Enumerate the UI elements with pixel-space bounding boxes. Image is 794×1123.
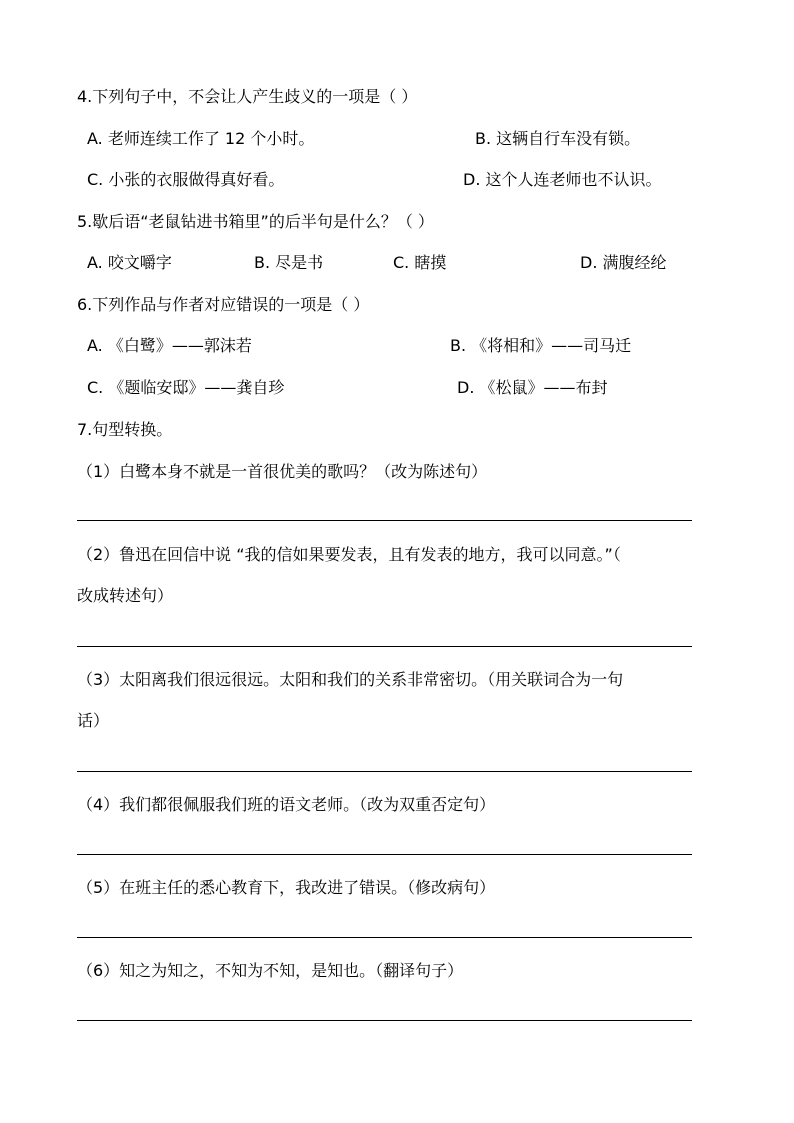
answer-line-6[interactable] <box>77 1020 692 1021</box>
question-5-stem: 5.歇后语“老鼠钻进书箱里”的后半句是什么？（ ） <box>77 212 434 231</box>
question-4-option-c: C. 小张的衣服做得真好看。 <box>87 170 285 189</box>
question-4-option-a: A. 老师连续工作了 12 个小时。 <box>87 129 315 148</box>
answer-line-4[interactable] <box>77 854 692 855</box>
question-5-option-b: B. 尽是书 <box>254 253 324 272</box>
question-5-option-c: C. 瞎摸 <box>393 253 447 272</box>
question-6-option-d: D. 《松鼠》——布封 <box>457 378 608 397</box>
question-7-item-2-continued: 改成转述句） <box>77 586 174 605</box>
question-7-item-3-continued: 话） <box>77 711 110 730</box>
question-7-item-3: （3）太阳离我们很远很远。太阳和我们的关系非常密切。（用关联词合为一句 <box>77 670 624 689</box>
question-6-option-a: A. 《白鹭》——郭沫若 <box>87 336 252 355</box>
question-4-option-d: D. 这个人连老师也不认识。 <box>463 170 662 189</box>
question-7-stem: 7.句型转换。 <box>77 420 173 439</box>
answer-line-3[interactable] <box>77 771 692 772</box>
question-6-option-c: C. 《题临安邸》——龚自珍 <box>87 378 285 397</box>
answer-line-1[interactable] <box>77 520 692 521</box>
question-5-option-d: D. 满腹经纶 <box>580 253 667 272</box>
question-7-item-6: （6）知之为知之，不知为不知，是知也。（翻译句子） <box>77 961 464 980</box>
answer-line-2[interactable] <box>77 646 692 647</box>
question-4-option-b: B. 这辆自行车没有锁。 <box>475 129 641 148</box>
question-5-option-a: A. 咬文嚼字 <box>87 253 172 272</box>
question-7-item-1: （1）白鹭本身不就是一首很优美的歌吗？（改为陈述句） <box>77 462 488 481</box>
answer-line-5[interactable] <box>77 937 692 938</box>
question-4-stem: 4.下列句子中，不会让人产生歧义的一项是（ ） <box>77 87 418 106</box>
question-7-item-2: （2）鲁迅在回信中说 “我的信如果要发表，且有发表的地方，我可以同意。”（ <box>77 545 621 564</box>
question-7-item-5: （5）在班主任的悉心教育下，我改进了错误。（修改病句） <box>77 878 496 897</box>
question-6-stem: 6.下列作品与作者对应错误的一项是（ ） <box>77 295 370 314</box>
question-7-item-4: （4）我们都很佩服我们班的语文老师。（改为双重否定句） <box>77 795 496 814</box>
question-6-option-b: B. 《将相和》——司马迁 <box>450 336 632 355</box>
